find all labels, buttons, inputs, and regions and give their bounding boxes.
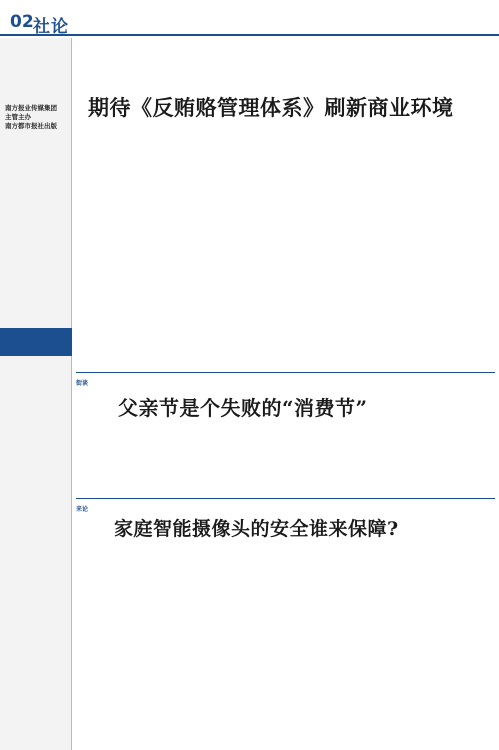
- masthead: [0, 0, 499, 36]
- publisher-sponsor: 主管主办: [5, 113, 31, 121]
- section-rule-2: [76, 498, 495, 499]
- headline-anti-bribery: 期待《反贿赂管理体系》刷新商业环境: [88, 95, 454, 120]
- publisher-group: 南方报业传媒集团: [5, 104, 57, 112]
- publisher-issuer: 南方都市报社出版: [5, 122, 57, 130]
- kicker-jietan: 街谈: [76, 380, 89, 387]
- section-rule-1: [76, 372, 495, 373]
- sidebar-divider-block: [0, 328, 72, 356]
- kicker-lailun: 来论: [76, 506, 89, 513]
- sidebar: [0, 38, 72, 750]
- section-number: 02: [10, 12, 34, 32]
- headline-fathers-day: 父亲节是个失败的“消费节”: [118, 396, 368, 420]
- publisher-info: [5, 104, 66, 131]
- headline-smart-camera: 家庭智能摄像头的安全谁来保障?: [114, 518, 399, 540]
- section-name: 社论: [33, 17, 69, 37]
